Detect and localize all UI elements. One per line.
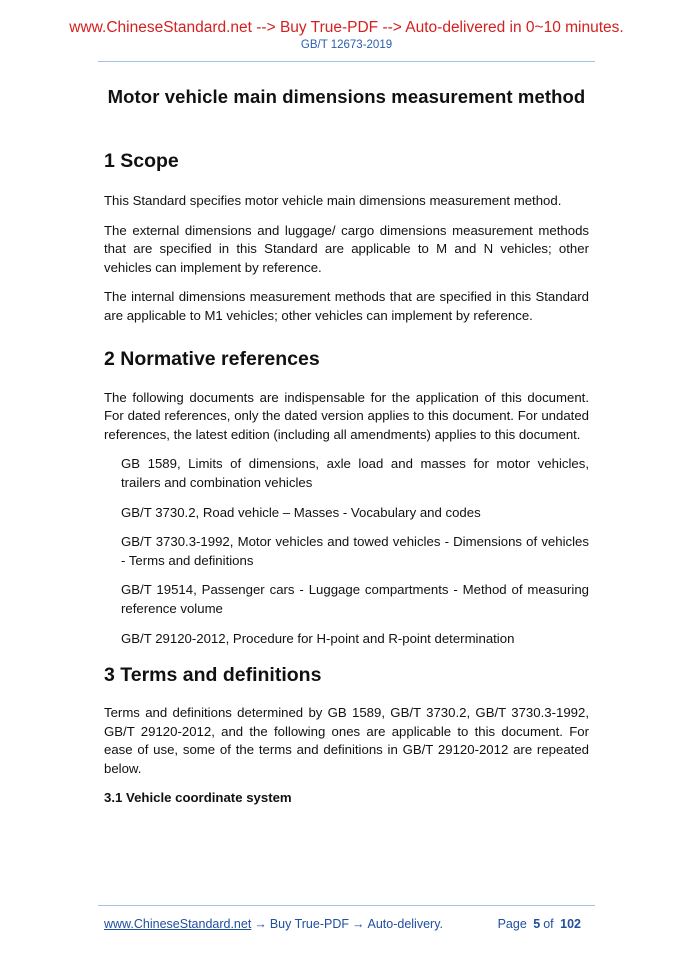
document-title: Motor vehicle main dimensions measurement method [107, 86, 586, 107]
arrow-right-icon: → [254, 917, 267, 931]
page-current: 5 [533, 917, 541, 931]
section-heading-scope: 1 Scope [104, 150, 179, 172]
reference-item: GB/T 19514, Passenger cars - Luggage compartments - Method of measuring reference volume [121, 582, 589, 616]
footer-divider [98, 905, 595, 906]
header-divider [98, 61, 595, 62]
terms-intro: Terms and definitions determined by GB 1589, GB/T 3730.2, GB/T 3730.3-1992, GB/T 29120-2012, and the following ones are applicable to this document. For ease of use, some of the terms and definitions in GB/T 29120-2012 are repeated below. [104, 705, 589, 776]
page-indicator [498, 915, 584, 933]
scope-paragraph: This Standard specifies motor vehicle main dimensions measurement method. [104, 193, 562, 208]
reference-item: GB/T 29120-2012, Procedure for H-point and R-point determination [121, 630, 515, 646]
top-banner: www.ChineseStandard.net --> Buy True-PDF --> Auto-delivered in 0~10 minutes. [69, 19, 624, 36]
scope-paragraph: The external dimensions and luggage/ cargo dimensions measurement methods that are specified in this Standard are applicable to M and N vehicles; other vehicles can implement by reference. [104, 222, 589, 275]
page-label: Page [497, 917, 527, 931]
arrow-right-icon: → [352, 917, 365, 931]
subsection-heading: 3.1 Vehicle coordinate system [104, 790, 292, 806]
buy-true-pdf-text: Buy True-PDF [269, 917, 349, 931]
page-total: 102 [560, 917, 581, 931]
section-heading-normative-references: 2 Normative references [104, 347, 320, 370]
section-heading-terms: 3 Terms and definitions [104, 664, 322, 687]
site-link[interactable]: www.ChineseStandard.net [104, 917, 252, 931]
reference-item: GB/T 3730.3-1992, Motor vehicles and towed vehicles - Dimensions of vehicles - Terms and definitions [121, 534, 589, 568]
reference-item: GB 1589, Limits of dimensions, axle load and masses for motor vehicles, trailers and combination vehicles [121, 456, 589, 490]
standard-number: GB/T 12673-2019 [300, 39, 393, 51]
footer [104, 915, 584, 933]
page-body [104, 84, 589, 807]
auto-delivery-text: Auto-delivery. [367, 917, 443, 931]
scope-paragraph: The internal dimensions measurement methods that are specified in this Standard are applicable to M1 vehicles; other vehicles can implement by reference. [104, 289, 589, 323]
reference-item: GB/T 3730.2, Road vehicle – Masses - Vocabulary and codes [121, 504, 481, 520]
normative-intro: The following documents are indispensable for the application of this document. For dated references, only the dated version applies to this document. For undated references, the latest edition (including all amendments) applies to this document. [104, 389, 589, 442]
page-of: of [543, 917, 554, 931]
